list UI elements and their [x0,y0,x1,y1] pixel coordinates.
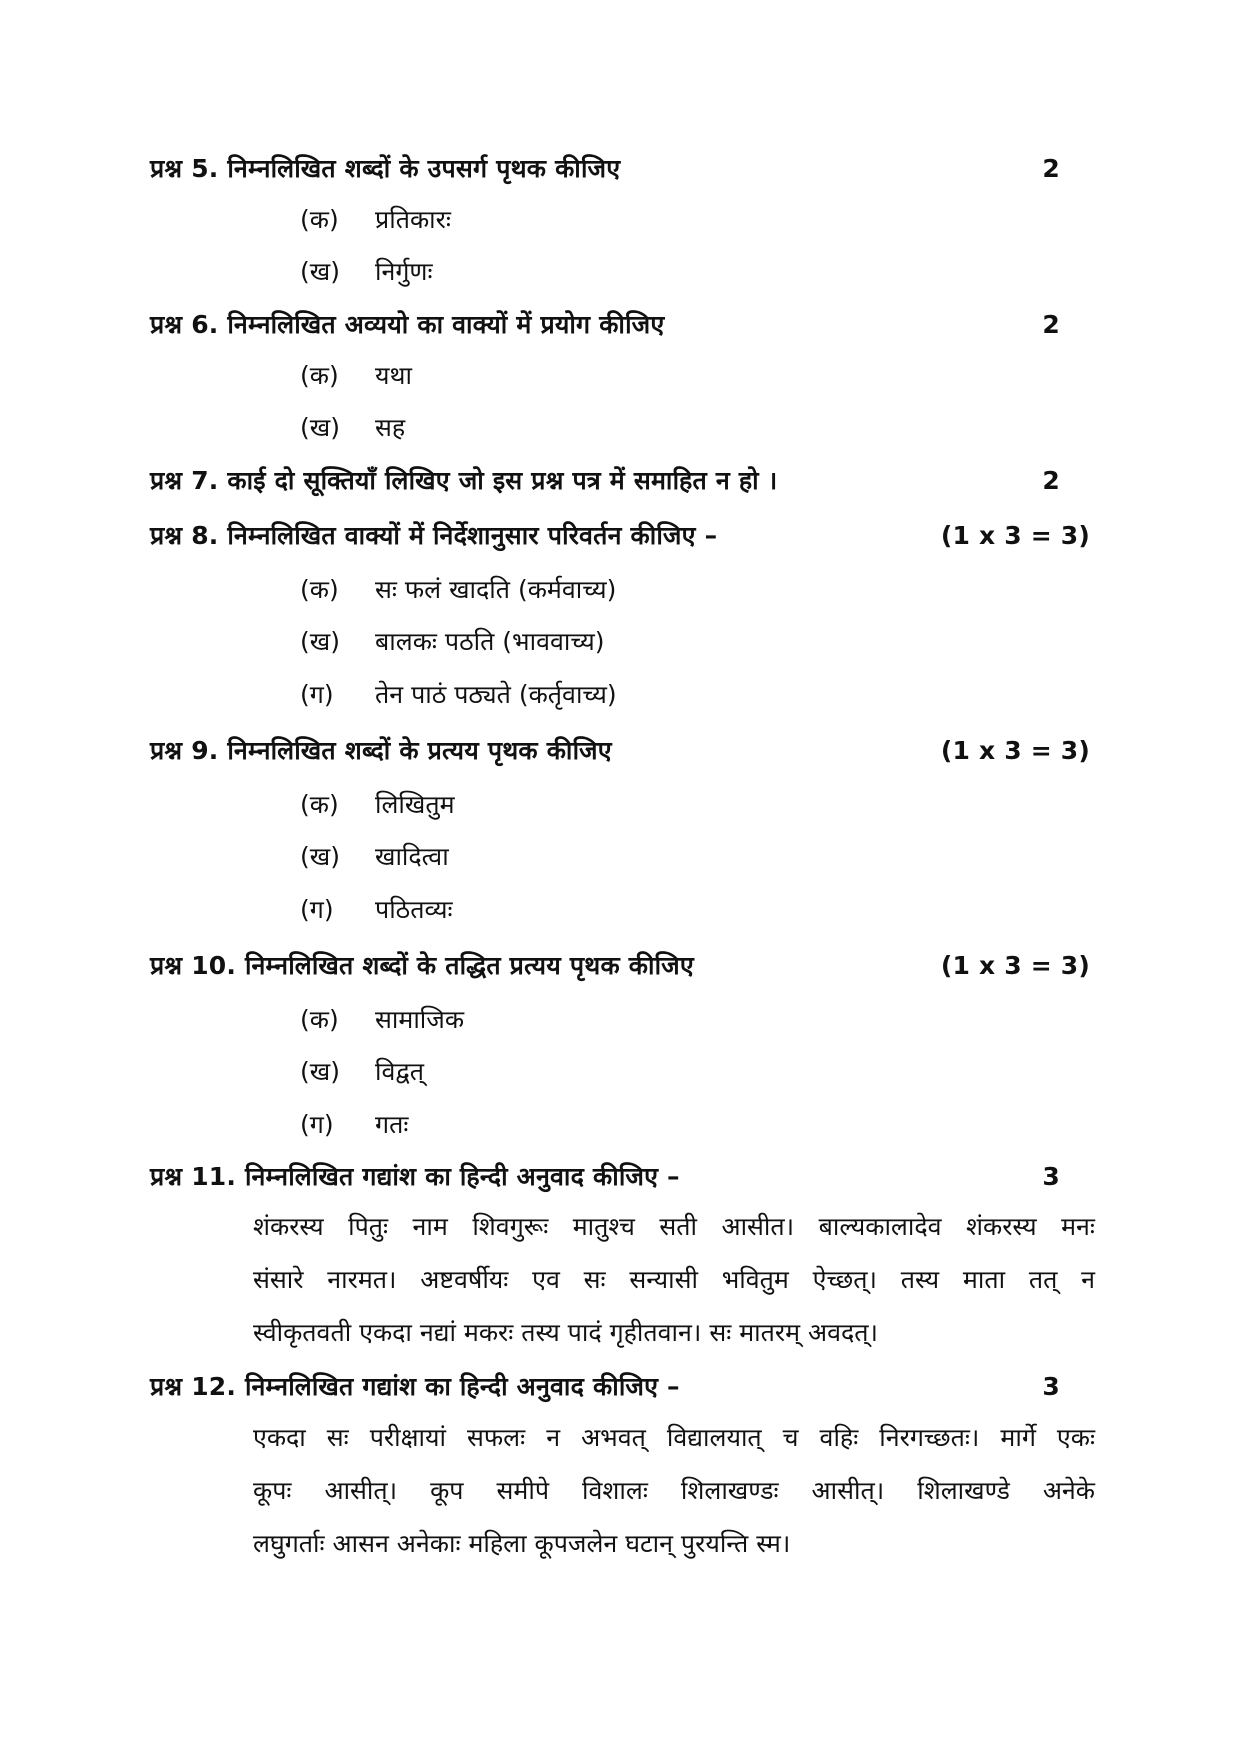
passage-line: कूपः आसीत्। कूप समीपे विशालः शिलाखण्डः आसीत्। शिलाखण्डे अनेके [253,1476,1095,1505]
option-text: तेन पाठं पठ्यते (कर्तृवाच्य) [375,680,617,709]
question-5-marks: 2 [1042,153,1060,183]
option-label: (ग) [300,680,334,709]
option-text: यथा [375,361,412,390]
question-7-marks: 2 [1042,465,1060,495]
option-label: (क) [300,361,339,390]
option-text: बालकः पठति (भाववाच्य) [375,627,605,656]
question-6-marks: 2 [1042,309,1060,339]
question-12 [150,1366,1090,1406]
question-8-option-kha [300,623,605,659]
question-9-option-ka [300,786,455,822]
question-6-option-ka [300,357,412,393]
question-5-option-kha [300,253,433,289]
option-label: (क) [300,575,339,604]
option-text: गतः [375,1110,409,1139]
option-text: खादित्वा [375,842,449,871]
question-5 [150,148,1090,188]
question-11 [150,1156,1090,1196]
question-6 [150,304,1090,344]
question-12-text: प्रश्न 12. निम्नलिखित गद्यांश का हिन्दी अनुवाद कीजिए – [150,1372,680,1401]
question-10-option-ga [300,1106,408,1142]
question-9-marks: (1 x 3 = 3) [940,735,1090,765]
question-12-marks: 3 [1042,1371,1060,1401]
question-7 [150,460,1090,500]
passage-line: एकदा सः परीक्षायां सफलः न अभवत् विद्यालयात् च वहिः निरगच्छतः। मार्गे एकः [253,1423,1095,1452]
option-text: प्रतिकारः [375,205,451,234]
question-8-marks: (1 x 3 = 3) [940,520,1090,550]
question-10-text: प्रश्न 10. निम्नलिखित शब्दों के तद्धित प्रत्यय पृथक कीजिए [150,951,694,980]
passage-line: संसारे नारमत। अष्टवर्षीयः एव सः सन्यासी भवितुम ऐच्छत्। तस्य माता तत् न [253,1265,1095,1294]
option-label: (ख) [300,1057,340,1086]
option-text: विद्वत् [375,1057,425,1086]
option-text: सः फलं खादति (कर्मवाच्य) [375,575,617,604]
question-10-option-ka [300,1001,464,1037]
option-text: लिखितुम [375,790,455,819]
question-10-marks: (1 x 3 = 3) [940,950,1090,980]
option-label: (ख) [300,842,340,871]
passage-line: स्वीकृतवती एकदा नद्यां मकरः तस्य पादं गृहीतवान। सः मातरम् अवदत्। [253,1318,879,1347]
question-9 [150,730,1090,770]
question-8-text: प्रश्न 8. निम्नलिखित वाक्यों में निर्देशानुसार परिवर्तन कीजिए – [150,521,718,550]
question-5-text: प्रश्न 5. निम्नलिखित शब्दों के उपसर्ग पृथक कीजिए [150,154,621,183]
question-10-option-kha [300,1053,424,1089]
question-10 [150,945,1090,985]
passage-line: शंकरस्य पितुः नाम शिवगुरूः मातुश्च सती आसीत। बाल्यकालादेव शंकरस्य मनः [253,1212,1095,1241]
option-label: (क) [300,1005,339,1034]
question-5-option-ka [300,201,451,237]
question-9-option-kha [300,838,449,874]
question-8 [150,515,1090,555]
passage-line: लघुगर्ताः आसन अनेकाः महिला कूपजलेन घटान् पुरयन्ति स्म। [253,1529,791,1558]
option-text: सामाजिक [375,1005,465,1034]
option-text: पठितव्यः [375,895,453,924]
question-8-option-ka [300,571,616,607]
option-text: सह [375,413,406,442]
option-label: (ख) [300,257,340,286]
question-6-option-kha [300,409,405,445]
question-6-text: प्रश्न 6. निम्नलिखित अव्ययो का वाक्यों में प्रयोग कीजिए [150,310,665,339]
option-text: निर्गुणः [375,257,433,286]
question-8-option-ga [300,676,617,712]
option-label: (क) [300,790,339,819]
option-label: (ख) [300,627,340,656]
question-11-passage [253,1200,1095,1359]
question-12-passage [253,1411,1095,1570]
question-11-marks: 3 [1042,1161,1060,1191]
question-9-option-ga [300,891,453,927]
option-label: (ख) [300,413,340,442]
option-label: (क) [300,205,339,234]
option-label: (ग) [300,895,334,924]
question-9-text: प्रश्न 9. निम्नलिखित शब्दों के प्रत्यय पृथक कीजिए [150,736,612,765]
option-label: (ग) [300,1110,334,1139]
question-11-text: प्रश्न 11. निम्नलिखित गद्यांश का हिन्दी अनुवाद कीजिए – [150,1162,680,1191]
question-7-text: प्रश्न 7. काई दो सूक्तियाँ लिखिए जो इस प्रश्न पत्र में समाहित न हो । [150,466,778,495]
